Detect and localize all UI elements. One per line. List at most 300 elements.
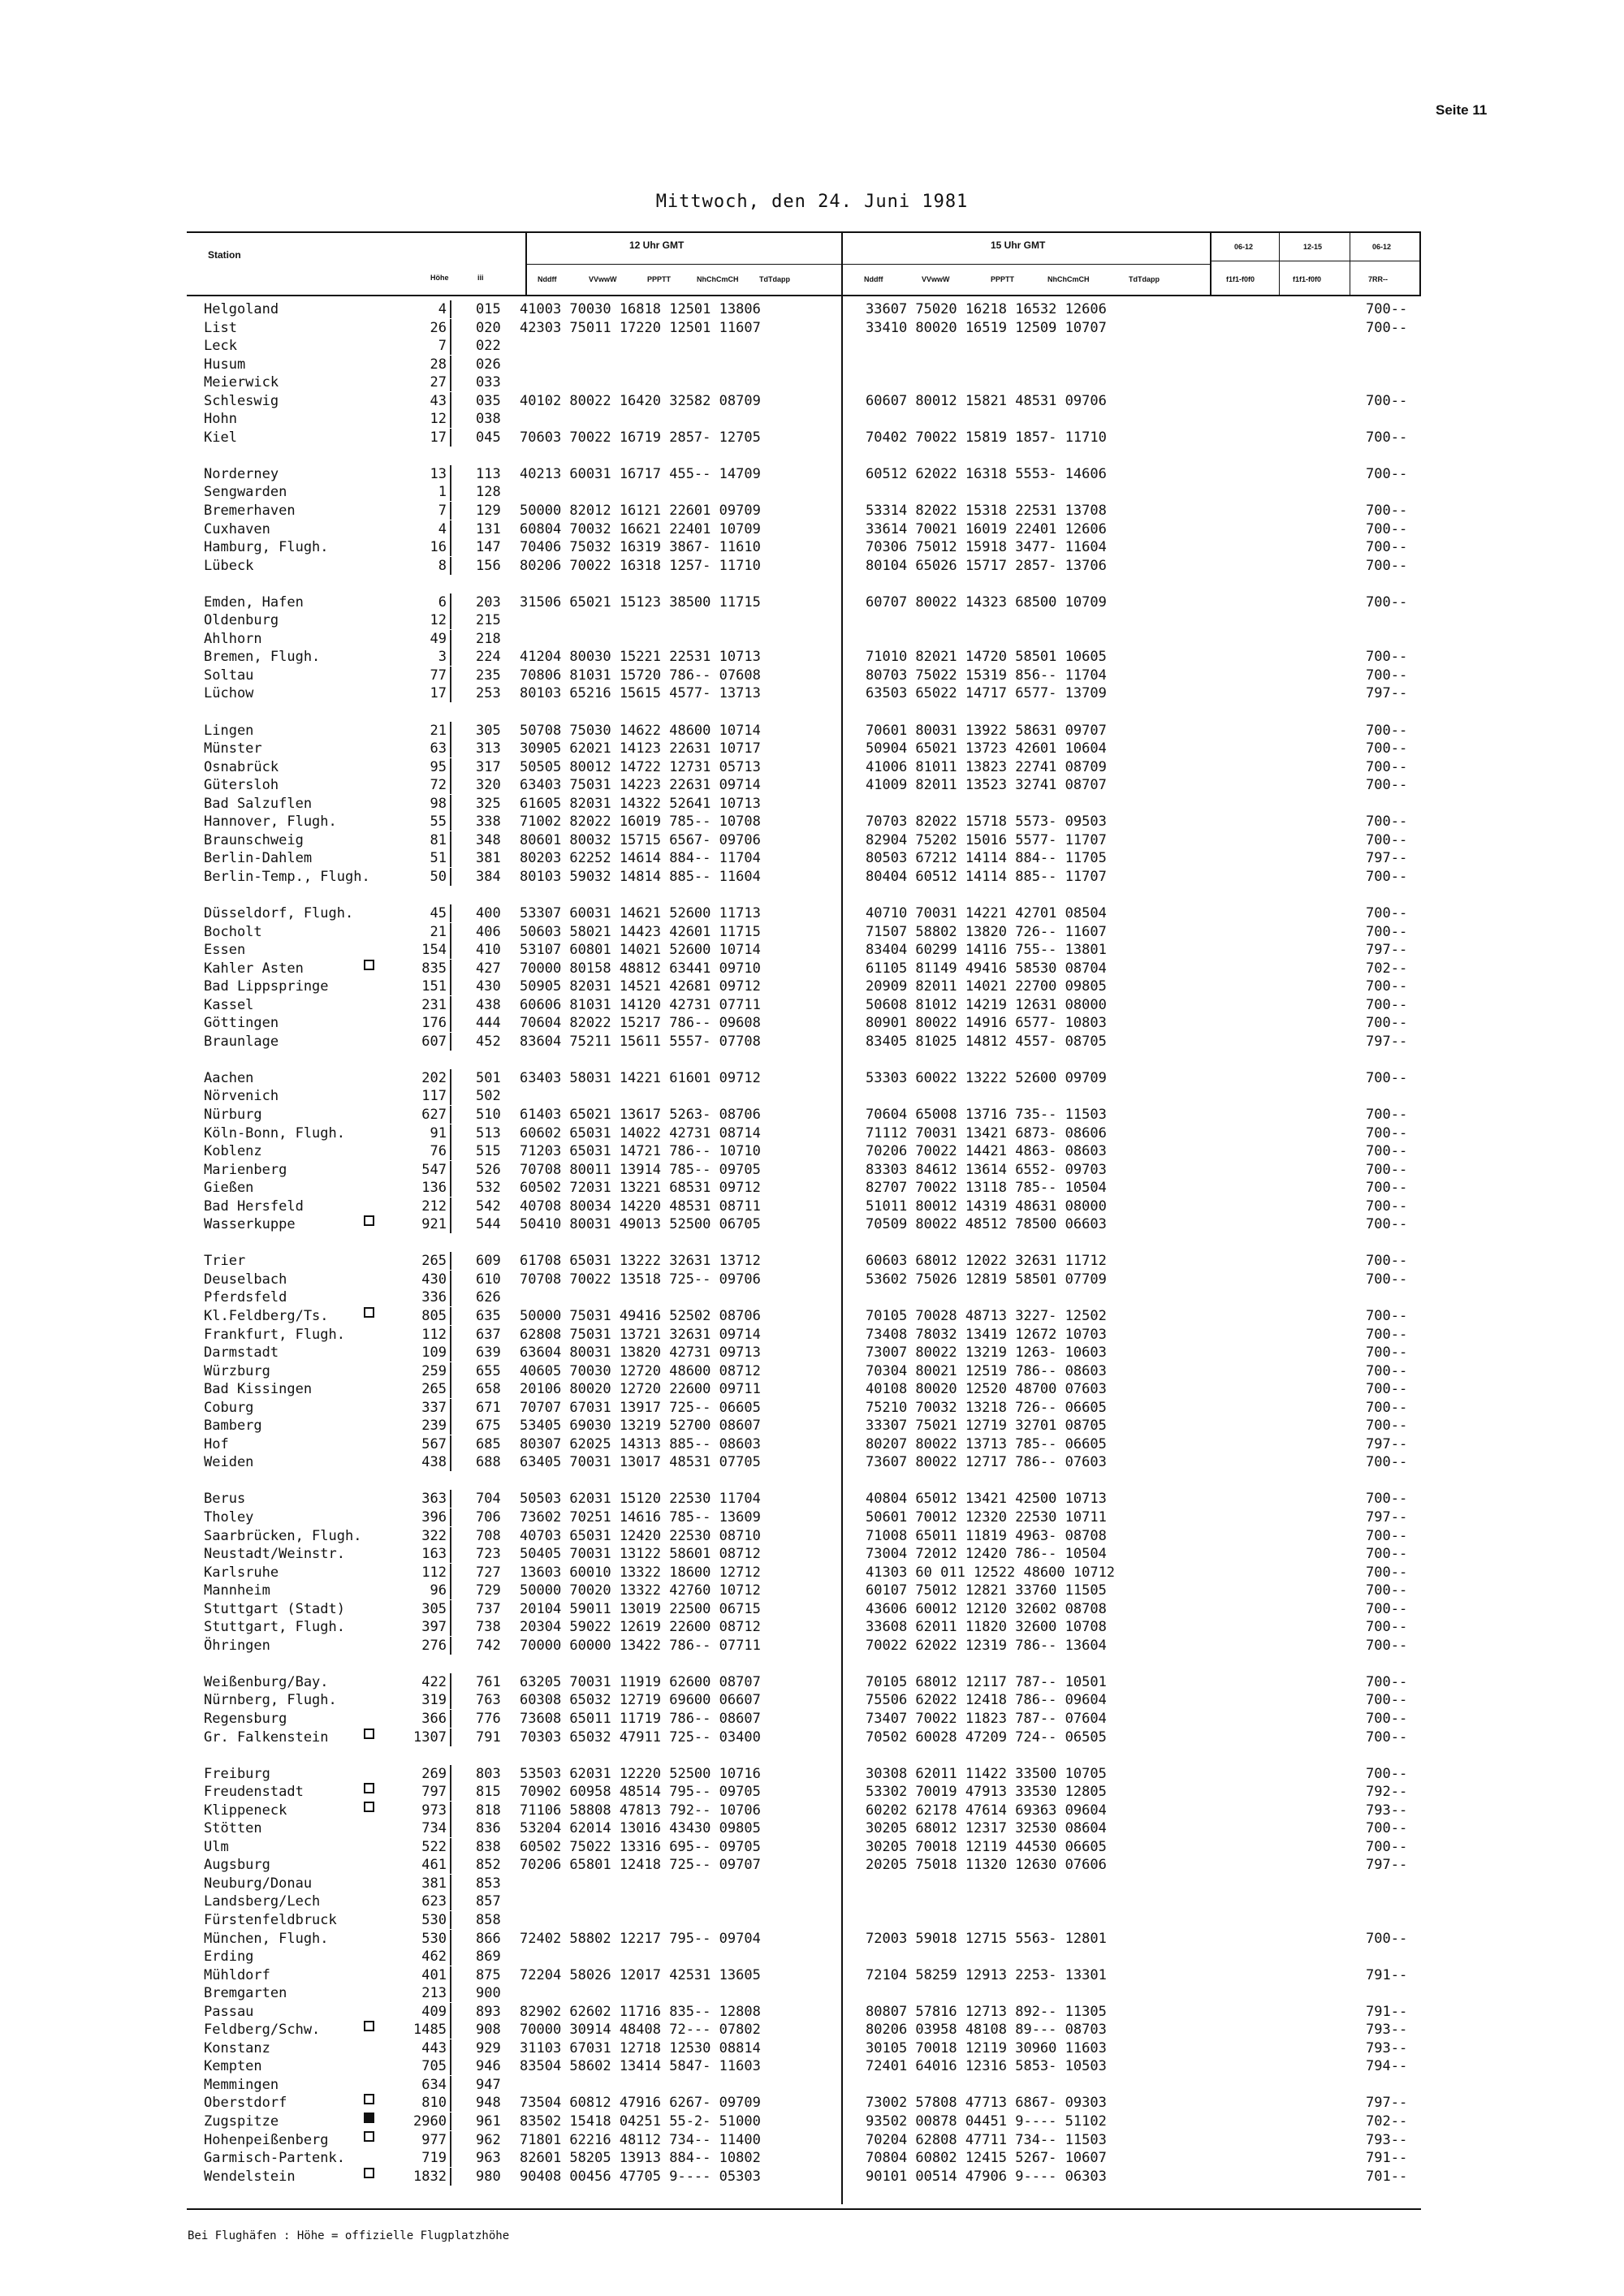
precip-code: 700-- — [1366, 1728, 1408, 1746]
station-number: 400 — [476, 904, 501, 921]
mountain-station-box-icon — [364, 2021, 374, 2031]
table-row — [0, 923, 1624, 941]
obs-12-uhr: 83604 75211 15611 5557- 07708 — [520, 1033, 761, 1050]
obs-12-uhr: 60502 72031 13221 68531 09712 — [520, 1180, 761, 1197]
station-number: 675 — [476, 1418, 501, 1435]
obs-15-uhr: 70601 80031 13922 58631 09707 — [866, 722, 1107, 739]
station-name: Mannheim — [204, 1582, 270, 1599]
station-number: 852 — [476, 1857, 501, 1874]
station-name: Kahler Asten — [204, 960, 304, 977]
station-hoehe: 973 — [421, 1802, 447, 1819]
obs-15-uhr: 83405 81025 14812 4557- 08705 — [866, 1033, 1107, 1050]
station-hoehe: 26 — [430, 319, 447, 336]
station-hoehe: 96 — [430, 1582, 447, 1599]
table-row — [0, 1087, 1624, 1105]
obs-15-uhr: 71010 82021 14720 58501 10605 — [866, 649, 1107, 666]
table-row — [0, 1362, 1624, 1380]
precip-code: 700-- — [1366, 722, 1408, 739]
column-rule — [450, 1326, 451, 1344]
obs-12-uhr: 60804 70032 16621 22401 10709 — [520, 520, 761, 537]
station-number: 129 — [476, 503, 501, 519]
obs-15-uhr: 63503 65022 14717 6577- 13709 — [866, 685, 1107, 702]
station-hoehe: 154 — [421, 942, 447, 959]
precip-code: 797-- — [1366, 685, 1408, 702]
obs-15-uhr: 80207 80022 13713 785-- 06605 — [866, 1435, 1107, 1452]
station-hoehe: 438 — [421, 1454, 447, 1471]
table-row — [0, 813, 1624, 831]
table-row — [0, 1783, 1624, 1801]
table-row — [0, 1582, 1624, 1599]
obs-15-uhr: 30308 62011 11422 33500 10705 — [866, 1765, 1107, 1782]
obs-15-uhr: 70502 60028 47209 724-- 06505 — [866, 1728, 1107, 1746]
header-12-uhr: 12 Uhr GMT — [629, 240, 685, 251]
obs-15-uhr: 60603 68012 12022 32631 11712 — [866, 1253, 1107, 1270]
obs-15-uhr: 70206 70022 14421 4863- 08603 — [866, 1143, 1107, 1160]
obs-15-uhr: 80703 75022 15319 856-- 11704 — [866, 667, 1107, 684]
precip-code: 700-- — [1366, 1765, 1408, 1782]
station-name: Saarbrücken, Flugh. — [204, 1527, 362, 1544]
table-row — [0, 758, 1624, 776]
station-name: Trier — [204, 1253, 246, 1270]
station-name: Hof — [204, 1435, 229, 1452]
station-number: 253 — [476, 685, 501, 702]
station-number: 022 — [476, 338, 501, 355]
precip-code: 700-- — [1366, 1161, 1408, 1178]
station-hoehe: 4 — [438, 520, 447, 537]
mountain-station-box-icon — [364, 1307, 374, 1318]
station-hoehe: 72 — [430, 777, 447, 794]
station-number: 203 — [476, 593, 501, 611]
obs-12-uhr: 63403 58031 14221 61601 09712 — [520, 1069, 761, 1086]
station-number: 704 — [476, 1491, 501, 1508]
mountain-station-box-icon — [364, 2131, 374, 2142]
station-hoehe: 1 — [438, 484, 447, 501]
precip-code: 700-- — [1366, 1326, 1408, 1343]
obs-15-uhr: 72003 59018 12715 5563- 12801 — [866, 1930, 1107, 1947]
column-rule — [450, 904, 451, 922]
column-rule — [450, 1673, 451, 1691]
column-rule — [450, 410, 451, 428]
station-hoehe: 705 — [421, 2058, 447, 2075]
column-rule — [450, 1069, 451, 1087]
column-rule — [450, 1856, 451, 1874]
station-number: 655 — [476, 1362, 501, 1379]
station-name: Feldberg/Schw. — [204, 2022, 321, 2039]
station-number: 803 — [476, 1765, 501, 1782]
station-number: 610 — [476, 1271, 501, 1288]
mountain-station-box-icon — [364, 960, 374, 970]
station-number: 791 — [476, 1728, 501, 1746]
table-row — [0, 831, 1624, 849]
table-row — [0, 1856, 1624, 1874]
station-name: Neuburg/Donau — [204, 1875, 313, 1892]
station-hoehe: 530 — [421, 1930, 447, 1947]
header-12-col: NhChCmCH — [697, 275, 739, 283]
column-rule — [450, 941, 451, 959]
table-row — [0, 1508, 1624, 1526]
precip-code: 700-- — [1366, 520, 1408, 537]
column-rule — [450, 502, 451, 520]
station-name: Hamburg, Flugh. — [204, 539, 329, 556]
station-name: Regensburg — [204, 1710, 287, 1727]
precip-code: 700-- — [1366, 1015, 1408, 1032]
table-row — [0, 1399, 1624, 1417]
station-name: Garmisch-Partenk. — [204, 2150, 345, 2167]
station-name: Köln-Bonn, Flugh. — [204, 1124, 345, 1142]
obs-12-uhr: 70708 70022 13518 725-- 09706 — [520, 1271, 761, 1288]
station-hoehe: 63 — [430, 740, 447, 757]
obs-12-uhr: 72402 58802 12217 795-- 09704 — [520, 1930, 761, 1947]
precip-code: 700-- — [1366, 465, 1408, 482]
page-number: Seite 11 — [1436, 102, 1488, 118]
table-row — [0, 795, 1624, 813]
precip-code: 700-- — [1366, 1838, 1408, 1855]
station-number: 875 — [476, 1966, 501, 1983]
obs-12-uhr: 73602 70251 14616 785-- 13609 — [520, 1508, 761, 1526]
column-rule — [450, 684, 451, 702]
precip-code: 797-- — [1366, 1435, 1408, 1452]
station-name: Bocholt — [204, 923, 262, 940]
table-row — [0, 1966, 1624, 1984]
obs-15-uhr: 70703 82022 15718 5573- 09503 — [866, 814, 1107, 831]
table-row — [0, 1344, 1624, 1362]
station-number: 961 — [476, 2113, 501, 2130]
column-rule — [450, 923, 451, 941]
column-rule — [450, 1948, 451, 1966]
station-number: 532 — [476, 1180, 501, 1197]
obs-12-uhr: 53503 62031 12220 52500 10716 — [520, 1765, 761, 1782]
column-rule — [450, 1142, 451, 1160]
station-name: Pferdsfeld — [204, 1289, 287, 1306]
station-name: Ahlhorn — [204, 630, 262, 647]
station-name: Karlsruhe — [204, 1564, 279, 1581]
obs-15-uhr: 80807 57816 12713 892-- 11305 — [866, 2003, 1107, 2020]
precip-code: 793-- — [1366, 2022, 1408, 2039]
obs-15-uhr: 60107 75012 12821 33760 11505 — [866, 1582, 1107, 1599]
station-number: 113 — [476, 465, 501, 482]
table-row — [0, 1198, 1624, 1215]
obs-12-uhr: 80601 80032 15715 6567- 09706 — [520, 831, 761, 848]
station-name: Stuttgart (Stadt) — [204, 1600, 345, 1617]
precip-code: 700-- — [1366, 1253, 1408, 1270]
column-rule — [450, 373, 451, 391]
station-number: 235 — [476, 667, 501, 684]
obs-15-uhr: 80206 03958 48108 89--- 08703 — [866, 2022, 1107, 2039]
obs-15-uhr: 70804 60802 12415 5267- 10607 — [866, 2150, 1107, 2167]
header-12-col: TdTdapp — [759, 275, 790, 283]
station-hoehe: 259 — [421, 1362, 447, 1379]
station-name: Nürnberg, Flugh. — [204, 1692, 337, 1709]
obs-12-uhr: 82601 58205 13913 884-- 10802 — [520, 2150, 761, 2167]
obs-15-uhr: 82904 75202 15016 5577- 11707 — [866, 831, 1107, 848]
station-number: 929 — [476, 2039, 501, 2056]
column-rule — [450, 1637, 451, 1655]
obs-15-uhr: 70022 62022 12319 786-- 13604 — [866, 1637, 1107, 1654]
column-rule — [450, 868, 451, 886]
table-row — [0, 1691, 1624, 1709]
station-hoehe: 12 — [430, 411, 447, 428]
obs-12-uhr: 53107 60801 14021 52600 10714 — [520, 942, 761, 959]
column-rule — [450, 795, 451, 813]
obs-15-uhr: 53302 70019 47913 33530 12805 — [866, 1784, 1107, 1801]
precip-code: 700-- — [1366, 1673, 1408, 1690]
table-row — [0, 2003, 1624, 2021]
obs-15-uhr: 90101 00514 47906 9---- 06303 — [866, 2168, 1107, 2185]
table-row — [0, 356, 1624, 373]
obs-15-uhr: 70105 70028 48713 3227- 12502 — [866, 1307, 1107, 1324]
station-hoehe: 530 — [421, 1911, 447, 1928]
mountain-station-box-icon — [364, 1215, 374, 1226]
table-row — [0, 2021, 1624, 2039]
table-header — [187, 231, 1421, 296]
obs-15-uhr: 80901 80022 14916 6577- 10803 — [866, 1015, 1107, 1032]
station-hoehe: 422 — [421, 1673, 447, 1690]
station-name: Neustadt/Weinstr. — [204, 1546, 345, 1563]
station-name: Augsburg — [204, 1857, 270, 1874]
station-name: Hohenpeißenberg — [204, 2131, 329, 2148]
station-number: 035 — [476, 392, 501, 409]
column-rule — [450, 319, 451, 337]
obs-15-uhr: 83303 84612 13614 6552- 09703 — [866, 1161, 1107, 1178]
station-name: Braunlage — [204, 1033, 279, 1050]
station-hoehe: 396 — [421, 1508, 447, 1526]
obs-12-uhr: 50905 82031 14521 42681 09712 — [520, 978, 761, 995]
station-number: 015 — [476, 301, 501, 317]
station-number: 836 — [476, 1820, 501, 1837]
obs-12-uhr: 50405 70031 13122 58601 08712 — [520, 1546, 761, 1563]
station-hoehe: 176 — [421, 1015, 447, 1032]
precip-code: 797-- — [1366, 2095, 1408, 2112]
column-rule — [450, 1106, 451, 1124]
table-row — [0, 684, 1624, 702]
station-name: Kassel — [204, 996, 254, 1013]
station-number: 338 — [476, 814, 501, 831]
station-number: 452 — [476, 1033, 501, 1050]
precip-code: 700-- — [1366, 1418, 1408, 1435]
obs-12-uhr: 50000 75031 49416 52502 08706 — [520, 1307, 761, 1324]
station-name: Emden, Hafen — [204, 593, 304, 611]
station-name: Hohn — [204, 411, 237, 428]
precip-code: 797-- — [1366, 1033, 1408, 1050]
header-12-col: PPPTT — [647, 275, 672, 283]
station-name: München, Flugh. — [204, 1930, 329, 1947]
table-row — [0, 1673, 1624, 1691]
column-rule — [450, 1930, 451, 1948]
station-name: Berlin-Temp., Flugh. — [204, 868, 370, 885]
station-hoehe: 49 — [430, 630, 447, 647]
station-number: 325 — [476, 795, 501, 812]
obs-12-uhr: 60502 75022 13316 695-- 09705 — [520, 1838, 761, 1855]
station-hoehe: 213 — [421, 1985, 447, 2002]
table-row — [0, 960, 1624, 978]
station-number: 908 — [476, 2022, 501, 2039]
column-rule — [450, 538, 451, 556]
precip-code: 700-- — [1366, 978, 1408, 995]
obs-15-uhr: 50904 65021 13723 42601 10604 — [866, 740, 1107, 757]
obs-12-uhr: 63205 70031 11919 62600 08707 — [520, 1673, 761, 1690]
station-name: Konstanz — [204, 2039, 270, 2056]
station-name: Osnabrück — [204, 758, 279, 775]
station-name: Darmstadt — [204, 1344, 279, 1362]
column-rule — [450, 722, 451, 740]
station-hoehe: 1485 — [413, 2022, 447, 2039]
table-row — [0, 2076, 1624, 2094]
station-number: 348 — [476, 831, 501, 848]
obs-12-uhr: 73608 65011 11719 786-- 08607 — [520, 1710, 761, 1727]
table-row — [0, 1637, 1624, 1655]
column-rule — [450, 1892, 451, 1910]
precip-code: 700-- — [1366, 1271, 1408, 1288]
station-hoehe: 8 — [438, 557, 447, 574]
obs-12-uhr: 70707 67031 13917 725-- 06605 — [520, 1399, 761, 1416]
station-hoehe: 443 — [421, 2039, 447, 2056]
table-row — [0, 611, 1624, 629]
station-number: 742 — [476, 1637, 501, 1654]
precip-code: 792-- — [1366, 1784, 1408, 1801]
mountain-station-box-icon — [364, 2168, 374, 2178]
station-hoehe: 28 — [430, 356, 447, 373]
column-rule — [450, 630, 451, 648]
column-rule — [450, 1362, 451, 1380]
obs-12-uhr: 71801 62216 48112 734-- 11400 — [520, 2131, 761, 2148]
precip-code: 700-- — [1366, 1692, 1408, 1709]
station-hoehe: 12 — [430, 612, 447, 629]
station-name: Kl.Feldberg/Ts. — [204, 1307, 329, 1324]
obs-15-uhr: 53314 82022 15318 22531 13708 — [866, 503, 1107, 519]
station-name: Soltau — [204, 667, 254, 684]
column-rule — [450, 2003, 451, 2021]
station-number: 320 — [476, 777, 501, 794]
obs-12-uhr: 50000 70020 13322 42760 10712 — [520, 1582, 761, 1599]
table-row — [0, 1453, 1624, 1471]
header-12-col: Nddff — [538, 275, 557, 283]
obs-12-uhr: 72204 58026 12017 42531 13605 — [520, 1966, 761, 1983]
obs-12-uhr: 13603 60010 13322 18600 12712 — [520, 1564, 761, 1581]
obs-12-uhr: 20304 59022 12619 22600 08712 — [520, 1619, 761, 1636]
precip-code: 793-- — [1366, 2131, 1408, 2148]
header-station: Station — [208, 249, 241, 261]
table-row — [0, 2113, 1624, 2130]
obs-12-uhr: 40102 80022 16420 32582 08709 — [520, 392, 761, 409]
station-name: Nürburg — [204, 1106, 262, 1123]
column-rule — [450, 1033, 451, 1051]
header-15-col: VVwwW — [922, 275, 950, 283]
station-number: 215 — [476, 612, 501, 629]
station-hoehe: 363 — [421, 1491, 447, 1508]
table-row — [0, 1417, 1624, 1435]
obs-12-uhr: 40213 60031 16717 455-- 14709 — [520, 465, 761, 482]
station-hoehe: 921 — [421, 1216, 447, 1233]
column-rule — [450, 1490, 451, 1508]
station-name: Bad Hersfeld — [204, 1198, 304, 1215]
station-number: 639 — [476, 1344, 501, 1362]
precip-code: 791-- — [1366, 2150, 1408, 2167]
precip-code: 797-- — [1366, 1508, 1408, 1526]
station-number: 723 — [476, 1546, 501, 1563]
station-hoehe: 805 — [421, 1307, 447, 1324]
obs-12-uhr: 60602 65031 14022 42731 08714 — [520, 1124, 761, 1142]
station-name: Landsberg/Lech — [204, 1893, 321, 1910]
station-hoehe: 797 — [421, 1784, 447, 1801]
station-name: Bamberg — [204, 1418, 262, 1435]
precip-code: 700-- — [1366, 868, 1408, 885]
table-row — [0, 1892, 1624, 1910]
obs-12-uhr: 70000 30914 48408 72--- 07802 — [520, 2022, 761, 2039]
station-name: Münster — [204, 740, 262, 757]
station-hoehe: 567 — [421, 1435, 447, 1452]
table-row — [0, 465, 1624, 483]
station-number: 962 — [476, 2131, 501, 2148]
station-number: 869 — [476, 1949, 501, 1966]
station-hoehe: 13 — [430, 465, 447, 482]
station-number: 763 — [476, 1692, 501, 1709]
obs-12-uhr: 63403 75031 14223 22631 09714 — [520, 777, 761, 794]
column-rule — [450, 483, 451, 501]
station-hoehe: 627 — [421, 1106, 447, 1123]
obs-12-uhr: 61403 65021 13617 5263- 08706 — [520, 1106, 761, 1123]
precip-code: 700-- — [1366, 1180, 1408, 1197]
obs-12-uhr: 41204 80030 15221 22531 10713 — [520, 649, 761, 666]
table-row — [0, 502, 1624, 520]
obs-12-uhr: 50410 80031 49013 52500 06705 — [520, 1216, 761, 1233]
table-row — [0, 1984, 1624, 2002]
station-hoehe: 202 — [421, 1069, 447, 1086]
precip-code: 793-- — [1366, 1802, 1408, 1819]
obs-15-uhr: 71008 65011 11819 4963- 08708 — [866, 1527, 1107, 1544]
station-hoehe: 719 — [421, 2150, 447, 2167]
station-number: 708 — [476, 1527, 501, 1544]
header-extra-col: 06-12 — [1234, 243, 1254, 251]
precip-code: 700-- — [1366, 904, 1408, 921]
precip-code: 700-- — [1366, 557, 1408, 574]
precip-code: 791-- — [1366, 2003, 1408, 2020]
mountain-station-box-icon — [364, 1802, 374, 1812]
table-row — [0, 1875, 1624, 1892]
obs-15-uhr: 60607 80012 15821 48531 09706 — [866, 392, 1107, 409]
obs-15-uhr: 80503 67212 14114 884-- 11705 — [866, 850, 1107, 867]
station-number: 313 — [476, 740, 501, 757]
obs-15-uhr: 51011 80012 14319 48631 08000 — [866, 1198, 1107, 1215]
obs-12-uhr: 61708 65031 13222 32631 13712 — [520, 1253, 761, 1270]
column-rule — [450, 392, 451, 410]
header-extra-col: 06-12 — [1372, 243, 1392, 251]
station-name: Düsseldorf, Flugh. — [204, 904, 354, 921]
table-row — [0, 1527, 1624, 1545]
obs-15-uhr: 60202 62178 47614 69363 09604 — [866, 1802, 1107, 1819]
precip-code: 700-- — [1366, 649, 1408, 666]
station-number: 381 — [476, 850, 501, 867]
station-number: 305 — [476, 722, 501, 739]
obs-12-uhr: 31103 67031 12718 12530 08814 — [520, 2039, 761, 2056]
station-hoehe: 1832 — [413, 2168, 447, 2185]
table-row — [0, 1142, 1624, 1160]
station-name: Stuttgart, Flugh. — [204, 1619, 345, 1636]
obs-15-uhr: 71112 70031 13421 6873- 08606 — [866, 1124, 1107, 1142]
precip-code: 700-- — [1366, 1307, 1408, 1324]
table-row — [0, 2039, 1624, 2057]
station-number: 384 — [476, 868, 501, 885]
obs-12-uhr: 70806 81031 15720 786-- 07608 — [520, 667, 761, 684]
station-name: Ulm — [204, 1838, 229, 1855]
precip-code: 700-- — [1366, 831, 1408, 848]
column-rule — [450, 648, 451, 666]
obs-15-uhr: 73407 70022 11823 787-- 07604 — [866, 1710, 1107, 1727]
station-hoehe: 409 — [421, 2003, 447, 2020]
station-name: Bremgarten — [204, 1985, 287, 2002]
obs-12-uhr: 80206 70022 16318 1257- 11710 — [520, 557, 761, 574]
obs-15-uhr: 83404 60299 14116 755-- 13801 — [866, 942, 1107, 959]
station-name: Bad Kissingen — [204, 1381, 313, 1398]
